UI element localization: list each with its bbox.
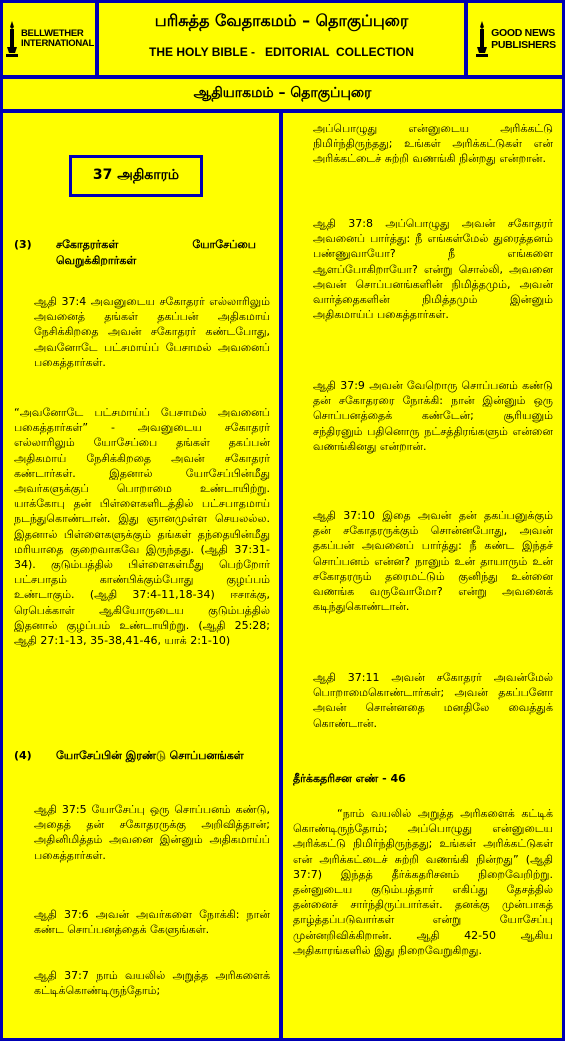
verse-paragraph: ஆதி 37:8 அப்பொழுது அவன் சகோதரர் அவனைப் பார்த்து: நீ எங்கள்மேல் துரைத்தனம் பண்ணுவாயோ? நீ எங்களை ஆளப்போகிறாயோ? என்று சொல்லி, அவனை அவன் சொப்பனங்களின் நிமித்தமும், அவன் வார்த்தைகளின் நிமித்தமும் இன்னும் அதிகமாய்ப் பகைத்தார்கள். [313, 217, 553, 322]
verse-paragraph: ஆதி 37:6 அவன் அவர்களை நோக்கி: நான் கண்ட சொப்பனத்தைக் கேளுங்கள். [34, 908, 270, 937]
verse-paragraph: அப்பொழுது என்னுடைய அரிக்கட்டு நிமிர்ந்திருந்தது; உங்கள் அரிக்கட்டுகள் என் அரிக்கட்டைச் சுற்றி வணங்கி நின்றது என்றான். [313, 122, 553, 166]
commentary-paragraph: “அவனோடே பட்சமாய்ப் பேசாமல் அவனைப் பகைத்தார்கள்” - அவனுடைய சகோதரர் எல்லாரிலும் யோசேப்பை தங்கள் தகப்பன் அதிகமாய் நேசிக்கிறதை அவன் சகோதரர் கண்டார்கள். இதனால் யோசேப்பின்மீது அவர்களுக்குப் பொறாமை உண்டாயிற்று. யாக்கோபு தன் பிள்ளைகளிடத்தில் பட்சபாதமாய் நடந்துகொண்டான். இது ஞானமுள்ள செயலல்ல. இதனால் பிள்ளைகளுக்கும் தங்கள் தந்தையின்மீது மரியாதை குறைவாகவே இருந்தது. (ஆதி 37:31-34). குடும்பத்தில் பிள்ளைகள்மீது பெற்றோர் பட்சபாதம் காண்பிக்கும்போது குழப்பம் உண்டாகும். (ஆதி 37:4-11,18-34) ஈசாக்கு, ரெபெக்காள் ஆகியோருடைய குடும்பத்தில் இதனால் குழப்பம் உண்டாயிற்று. (ஆதி 25:28; ஆதி 27:1-13, 35-38,41-46, யாக் 2:1-10) [14, 406, 270, 648]
prophecy-text: “நாம் வயலில் அறுத்த அரிகளைக் கட்டிக் கொண்டிருந்தோம்; அப்பொழுது என்னுடைய அரிக்கட்டு நிமிர்ந்திருந்தது; உங்கள் அரிக்கட்டுகள் என் அரிக்கட்டைச் சுற்றி வணங்கி நின்றது” (ஆதி 37:7) இந்தத் தீர்க்கதரிசனம் நிறைவேறிற்று. தன்னுடைய குடும்பத்தார் எகிப்து தேசத்தில் தன்னைச் சார்ந்திருப்பார்கள். தனக்கு முன்பாகத் தாழ்த்தப்படுவார்கள் என்று யோசேப்பு முன்னறிவிக்கிறான். ஆதி 42-50 ஆகிய அதிகாரங்களில் இது நிறைவேறுகிறது. [293, 807, 553, 957]
section-title: யோசேப்பின் இரண்டு சொப்பனங்கள் [56, 749, 244, 762]
prophecy-heading: தீர்க்கதரிசன எண் - 46 [293, 772, 406, 785]
logo-line-2: PUBLISHERS [491, 39, 556, 51]
section-heading [14, 748, 256, 764]
left-logo-box [3, 3, 95, 75]
lamp-icon [4, 19, 20, 59]
title-english: THE HOLY BIBLE - EDITORIAL COLLECTION [149, 45, 414, 59]
right-logo-box [468, 3, 562, 75]
logo-line-2: INTERNATIONAL [21, 38, 94, 49]
title-box [99, 3, 464, 75]
verse-paragraph: ஆதி 37:10 இதை அவன் தன் தகப்பனுக்கும் தன் சகோதரருக்கும் சொன்னபோது, அவன் தகப்பன் அவனைப் பார்த்து: நீ கண்ட இந்தச் சொப்பனம் என்ன? நானும் உன் தாயாரும் உன் சகோதரரும் தரைமட்டும் குனிந்து உன்னை வணங்க வருவோமோ? என்று அவனைக் கடிந்துகொண்டான். [313, 509, 553, 614]
verse-paragraph: ஆதி 37:9 அவன் வேறொரு சொப்பனம் கண்டு தன் சகோதரரை நோக்கி: நான் இன்னும் ஒரு சொப்பனத்தைக் கண்டேன்; சூரியனும் சந்திரனும் பதினொரு நட்சத்திரங்களும் என்னை வணங்கினது என்றான். [313, 379, 553, 453]
verse-paragraph: ஆதி 37:4 அவனுடைய சகோதரர் எல்லாரிலும் அவனைத் தங்கள் தகப்பன் அதிகமாய் நேசிக்கிறதை அவன் சகோதரர் கண்டபோது, அவனோடே பட்சமாய்ப் பேசாமல் அவனைப் பகைத்தார்கள். [34, 295, 270, 369]
logo-line-1: BELLWETHER [21, 28, 84, 39]
section-number: (3) [14, 238, 32, 251]
section-title: சகோதரர்கள் யோசேப்பை வெறுக்கிறார்கள் [56, 238, 256, 267]
section-number: (4) [14, 749, 32, 762]
verse-paragraph: ஆதி 37:7 நாம் வயலில் அறுத்த அரிகளைக் கட்டிக்கொண்டிருந்தோம்; [34, 969, 270, 998]
bellwether-logo [4, 19, 94, 59]
logo-line-1: GOOD NEWS [491, 27, 555, 39]
good-news-logo [474, 19, 556, 59]
lamp-icon [474, 19, 490, 59]
chapter-label-text: 37 அதிகாரம் [92, 167, 180, 183]
book-subtitle: ஆதியாகமம் – தொகுப்புரை [193, 85, 372, 101]
verse-paragraph: ஆதி 37:5 யோசேப்பு ஒரு சொப்பனம் கண்டு, அதைத் தன் சகோதரருக்கு அறிவித்தான்; அதினிமித்தம் அவனை இன்னும் அதிகமாய்ப் பகைத்தார்கள். [34, 803, 270, 862]
subtitle-box [3, 79, 562, 109]
chapter-label [69, 155, 203, 197]
section-heading [14, 237, 256, 269]
verse-paragraph: ஆதி 37:11 அவன் சகோதரர் அவன்மேல் பொறாமைகொண்டார்கள்; அவன் தகப்பனோ அவன் சொன்னதை மனதிலே வைத்துக் கொண்டான். [313, 671, 553, 730]
title-tamil: பரிசுத்த வேதாகமம் – தொகுப்புரை [154, 11, 409, 30]
